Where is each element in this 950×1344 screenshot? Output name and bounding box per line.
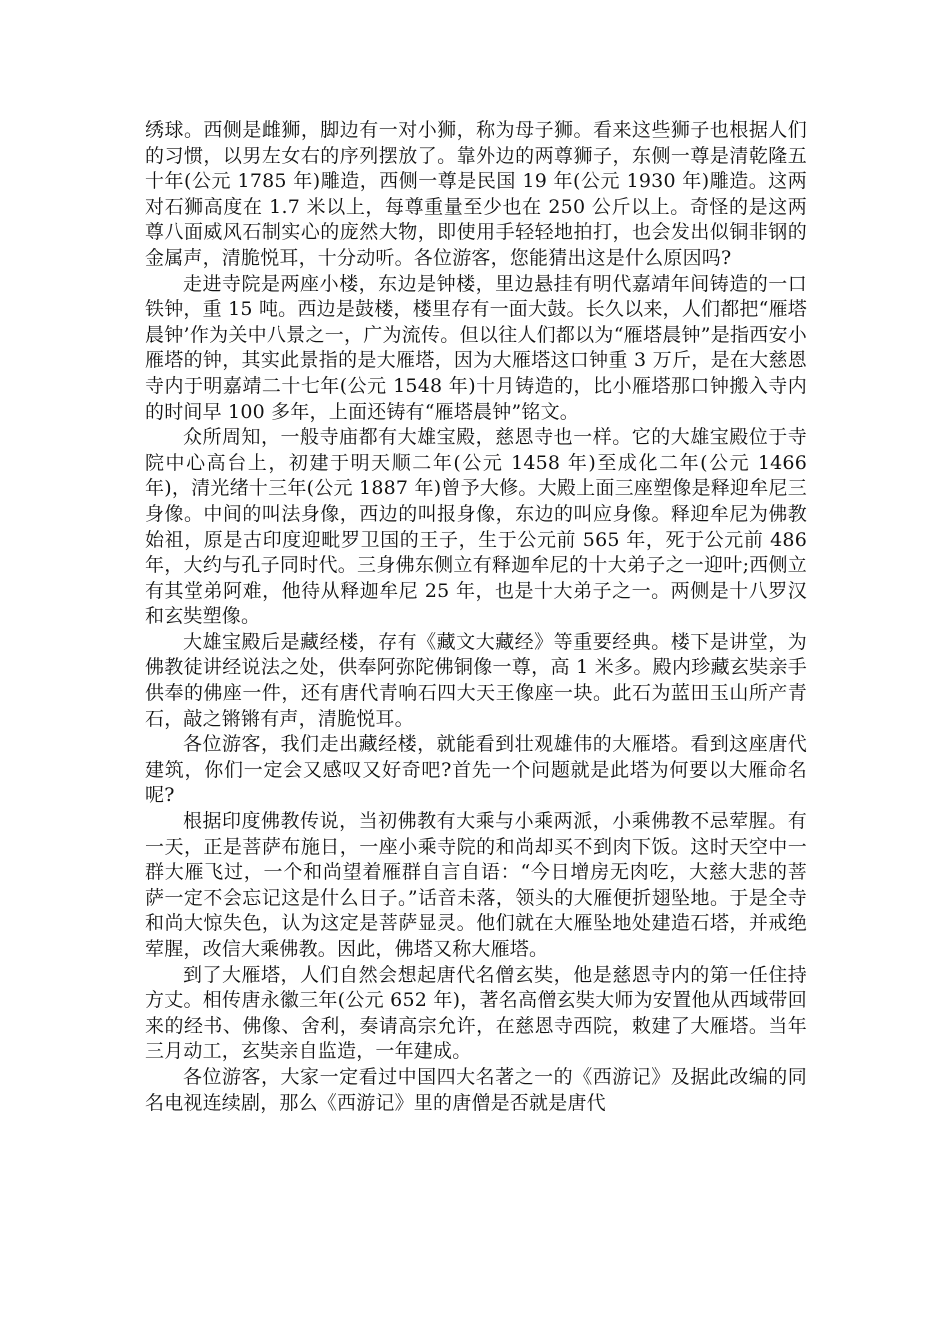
- document-page: [145, 118, 807, 1116]
- paragraph-bell-drum-towers: 走进寺院是两座小楼，东边是钟楼，里边悬挂有明代嘉靖年间铸造的一口铁钟，重 15 吨。西边是鼓楼，楼里存有一面大鼓。长久以来，人们都把“雁塔晨钟’作为关中八景之一，广为流传。但以往人们都以为“雁塔晨钟”是指西安小雁塔的钟，其实此景指的是大雁塔，因为大雁塔这口钟重 3 万斤，是在大慈恩寺内于明嘉靖二十七年(公元 1548 年)十月铸造的，比小雁塔那口钟搬入寺内的时间早 100 多年，上面还铸有“雁塔晨钟”铭文。: [145, 272, 807, 423]
- paragraph-stone-lions: 绣球。西侧是雌狮，脚边有一对小狮，称为母子狮。看来这些狮子也根据人们的习惯，以男左女右的序列摆放了。靠外边的两尊狮子，东侧一尊是清乾隆五十年(公元 1785 年)雕造，西侧一尊是民国 19 年(公元 1930 年)雕造。这两对石狮高度在 1.7 米以上，每尊重量至少也在 250 公斤以上。奇怪的是这两尊八面威风石制实心的庞然大物，即使用手轻轻地拍打，也会发出似铜非钢的金属声，清脆悦耳，十分动听。各位游客，您能猜出这是什么原因吗?: [145, 119, 807, 269]
- paragraph-sutra-library: 大雄宝殿后是藏经楼，存有《藏文大藏经》等重要经典。楼下是讲堂，为佛教徒讲经说法之处，供奉阿弥陀佛铜像一尊，高 1 米多。殿内珍藏玄奘亲手供奉的佛座一件，还有唐代青响石四大天王像座一块。此石为蓝田玉山所产青石，敲之锵锵有声，清脆悦耳。: [145, 630, 807, 730]
- paragraph-big-wild-goose-pagoda-intro: 各位游客，我们走出藏经楼，就能看到壮观雄伟的大雁塔。看到这座唐代建筑，你们一定会又感叹又好奇吧?首先一个问题就是此塔为何要以大雁命名呢?: [145, 733, 807, 807]
- paragraph-main-hall: 众所周知，一般寺庙都有大雄宝殿，慈恩寺也一样。它的大雄宝殿位于寺院中心高台上，初建于明天顺二年(公元 1458 年)至成化二年(公元 1466 年)，清光绪十三年(公元 1887 年)曾予大修。大殿上面三座塑像是释迎牟尼三身像。中间的叫法身像，西边的叫报身像，东边的叫应身像。释迎牟尼为佛教始祖，原是古印度迎毗罗卫国的王子，生于公元前 565 年，死于公元前 486 年，大约与孔子同时代。三身佛东侧立有释迦牟尼的十大弟子之一迎叶;西侧立有其堂弟阿难，他待从释迦牟尼 25 年，也是十大弟子之一。两侧是十八罗汉和玄奘塑像。: [145, 426, 807, 628]
- paragraph-journey-to-the-west: 各位游客，大家一定看过中国四大名著之一的《西游记》及据此改编的同名电视连续剧，那么《西游记》里的唐僧是否就是唐代: [145, 1065, 807, 1114]
- paragraph-pagoda-legend: 根据印度佛教传说，当初佛教有大乘与小乘两派，小乘佛教不忌荤腥。有一天，正是菩萨布施日，一座小乘寺院的和尚却买不到肉下饭。这时天空中一群大雁飞过，一个和尚望着雁群自言自语：“今日增房无肉吃，大慈大悲的菩萨一定不会忘记这是什么日子。”话音未落，领头的大雁便折翅坠地。于是全寺和尚大惊失色，认为这定是菩萨显灵。他们就在大雁坠地处建造石塔，并戒绝荤腥，改信大乘佛教。因此，佛塔又称大雁塔。: [145, 810, 807, 960]
- paragraph-xuanzang: 到了大雁塔，人们自然会想起唐代名僧玄奘，他是慈恩寺内的第一任住持方丈。相传唐永徽三年(公元 652 年)，著名高僧玄奘大师为安置他从西域带回来的经书、佛像、舍利，奏请高宗允许，在慈恩寺西院，敕建了大雁塔。当年三月动工，玄奘亲自监造，一年建成。: [145, 963, 807, 1063]
